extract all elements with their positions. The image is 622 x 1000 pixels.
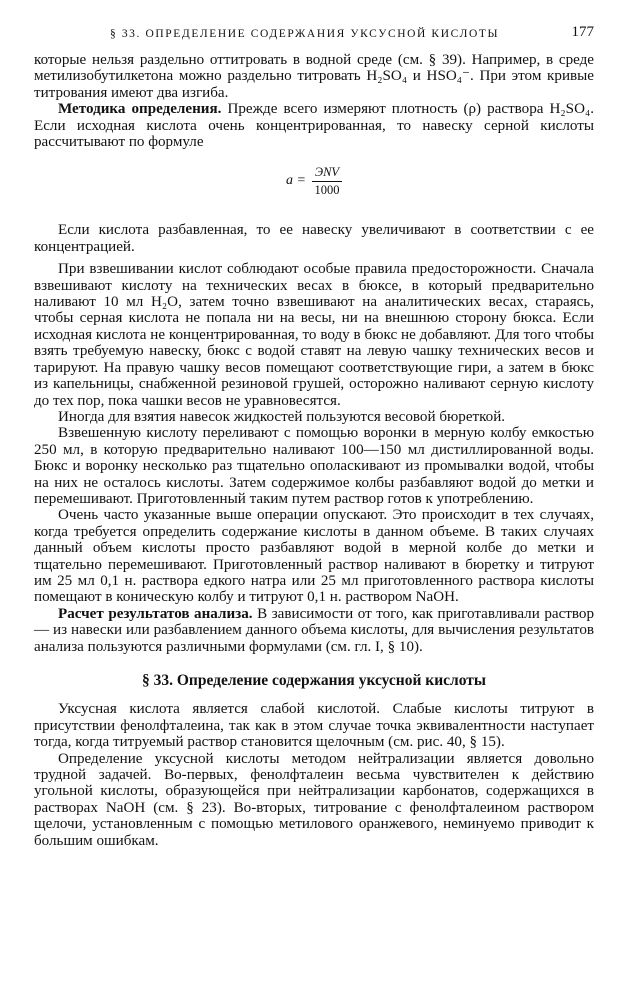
paragraph-method xyxy=(34,101,594,150)
paragraph-shortcut: Очень часто указанные выше операции опускают. Это происходит в тех случаях, когда требуется определить содержание кислоты в данном объеме. В таких случаях данный объем кислоты просто разбавляют водой в мерной колбе до метки и тщательно перемешивают. Приготовленный раствор наливают в бюретку и титруют им 25 мл 0,1 н. раствора едкого натра или 25 мл приготовленного раствора кислоты помещают в коническую колбу и титруют 0,1 н. раствором NaOH. xyxy=(34,507,594,606)
body-text xyxy=(34,52,594,849)
paragraph-acetic-intro: Уксусная кислота является слабой кислотой. Слабые кислоты титруют в присутствии фенолфталеина, так как в этом случае точка эквивалентности наступает тогда, когда титруемый раствор становится щелочным (см. рис. 40, § 15). xyxy=(34,701,594,751)
paragraph-weighing: При взвешивании кислот соблюдают особые правила предосторожности. Сначала взвешивают кислоту на технических весах в бюксе, в который предварительно наливают 10 мл H₂O, затем точно взвешивают на аналитических весах, стараясь, чтобы серная кислота не попала ни на весы, ни на внешнюю сторону бюкса. Если исходная кислота не концентрированная, то воду в бюкс не добавляют. Для того чтобы взять требуемую навеску, бюкс с водой ставят на левую чашку технических весов и тарируют. На правую чашку весов помещают соответствующие гири, а затем в бюкс из капельницы, снабженной резиновой грушей, осторожно наливают серную кислоту до тех пор, пока чашки весов не уравновесятся. xyxy=(34,261,594,409)
formula-lhs: a = xyxy=(285,173,306,189)
paragraph-calculation-text: В зависимости от того, как приготавливали раствор — из навески или разбавлением данного объема кислоты, для вычисления результатов анализа пользуются различными формулами (см. гл. I, § 10). xyxy=(34,605,594,655)
running-header xyxy=(34,22,594,52)
formula-numerator: ЭNV xyxy=(312,165,342,182)
paragraph-weighing-burette: Иногда для взятия навесок жидкостей пользуются весовой бюреткой. xyxy=(58,408,506,425)
book-page xyxy=(34,22,594,849)
paragraph-transfer: Взвешенную кислоту переливают с помощью воронки в мерную колбу емкостью 250 мл, в которую предварительно наливают 100—150 мл дистиллированной воды. Бюкс и воронку несколько раз тщательно ополаскивают из промывалки водой, чтобы на них не осталось кислоты. Затем содержимое колбы разбавляют водой до метки и перемешивают. Приготовленный таким путем раствор готов к употреблению. xyxy=(34,425,594,507)
formula-denominator: 1000 xyxy=(314,182,340,197)
paragraph-calculation xyxy=(34,606,594,655)
formula-fraction xyxy=(312,165,342,198)
paragraph-acetic-difficulty: Определение уксусной кислоты методом нейтрализации является довольно трудной задачей. Во-первых, фенолфталеин весьма чувствителен к действию угольной кислоты, образующейся при нейтрализации карбонатов, содержащихся в растворах NaOH (см. § 23). Во-вторых, титрование с фенолфталеином раствором щелочи, установленным с помощью метилового оранжевого, неминуемо приводит к большим ошибкам. xyxy=(34,750,594,849)
run-in-heading-calculation: Расчет результатов анализа. xyxy=(58,605,253,622)
formula xyxy=(34,152,594,210)
run-in-heading-method: Методика определения. xyxy=(58,101,222,118)
section-heading: § 33. Определение содержания уксусной кислоты xyxy=(141,672,486,689)
running-title: § 33. ОПРЕДЕЛЕНИЕ СОДЕРЖАНИЯ УКСУСНОЙ КИСЛОТЫ xyxy=(110,28,500,40)
page-number: 177 xyxy=(571,24,594,40)
paragraph-continuation: которые нельзя раздельно оттитровать в водной среде (см. § 39). Например, в среде метилизобутилкетона можно раздельно титровать H₂SO₄ и HSO₄⁻. При этом кривые титрования имеют два изгиба. xyxy=(34,52,594,101)
paragraph-dilute: Если кислота разбавленная, то ее навеску увеличивают в соответствии с ее концентрацией. xyxy=(34,222,594,255)
paragraph-method-text: Прежде всего измеряют плотность (ρ) раствора H₂SO₄. Если исходная кислота очень концентрированная, то навеску серной кислоты рассчитывают по формуле xyxy=(34,101,595,151)
